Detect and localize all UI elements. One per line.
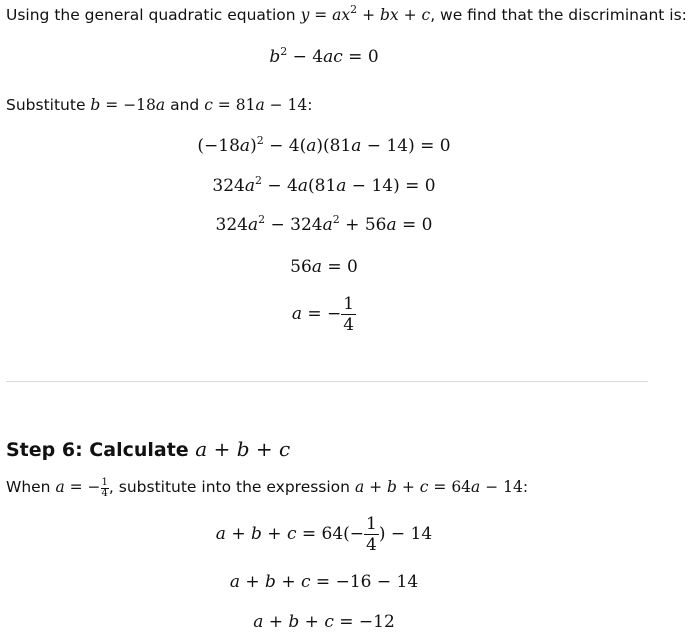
- c-substitution-math: c = 81a − 14: [204, 96, 308, 114]
- step-6-heading: [6, 436, 290, 463]
- step-simplify-1: $324a^2 - 4a(81a - 14) = 0$: [212, 174, 436, 196]
- step-expand-square: $(-18a)^2 - 4(a)(81a - 14) = 0$: [197, 134, 451, 156]
- result-intermediate: a + b + c = −16 − 14: [229, 572, 419, 592]
- step-simplify-2: $324a^2 - 324a^2 + 56a = 0$: [215, 213, 433, 235]
- expression-math: a + b + c = 64a − 14: [354, 478, 523, 496]
- step-solution: a = − $\frac{1}{4}$: [291, 294, 355, 335]
- section-divider: [6, 381, 648, 382]
- intro-suffix: , we find that the discriminant is:: [430, 6, 687, 24]
- a-value-math: a = − $\frac{1}{4}$: [55, 476, 108, 499]
- substitute-suffix: :: [307, 96, 313, 114]
- b-substitution-math: b = −18a: [90, 96, 166, 114]
- when-paragraph: [6, 477, 528, 499]
- step-6-heading-text: Step 6: Calculate: [6, 439, 189, 461]
- intro-prefix: Using the general quadratic equation: [6, 6, 296, 24]
- substitute-paragraph: [6, 95, 313, 115]
- step-6-heading-math: a + b + c: [195, 437, 291, 461]
- result-substitution: a + b + c = 64(− $\frac{1}{4}$ ) − 14: [215, 514, 433, 555]
- substitute-prefix: Substitute: [6, 96, 86, 114]
- fraction-one-quarter: $\frac{1}{4}$: [343, 294, 355, 335]
- result-final: a + b + c = −12: [253, 612, 395, 632]
- when-substitute-text: , substitute into the expression: [108, 478, 350, 496]
- substitute-middle: and: [170, 96, 200, 114]
- discriminant-equation: $b^2 - 4ac = 0$: [269, 45, 379, 67]
- when-colon: :: [522, 478, 529, 496]
- when-prefix: When: [6, 478, 51, 496]
- step-linear: 56a = 0: [290, 257, 358, 277]
- general-quadratic-math: $y = ax^2$ + bx + c: [300, 3, 431, 24]
- fraction-one-quarter-2: $\frac{1}{4}$: [366, 514, 377, 555]
- intro-paragraph: [6, 5, 687, 25]
